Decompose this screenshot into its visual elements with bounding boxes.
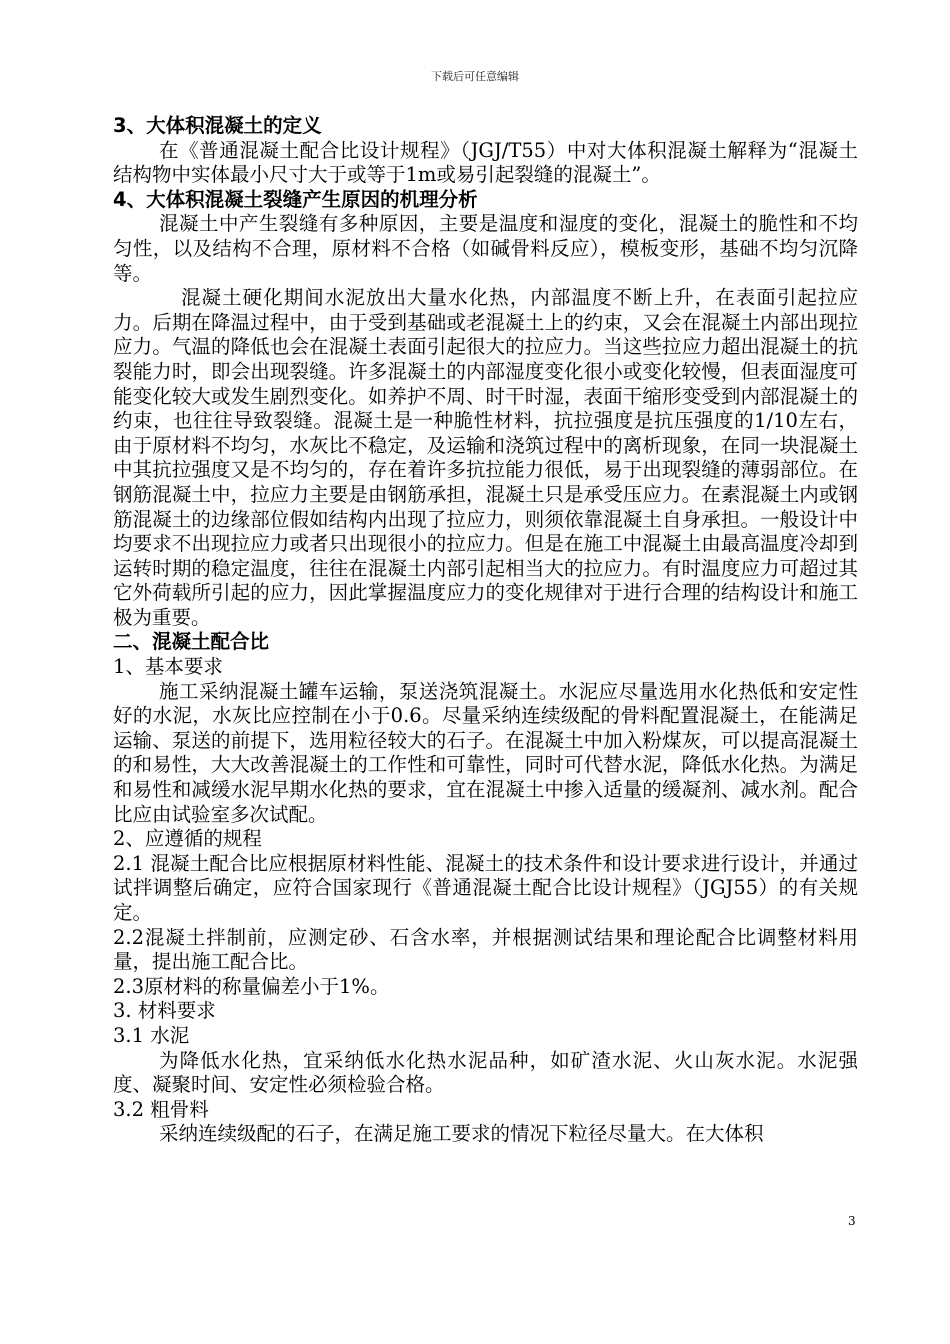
paragraph: 在《普通混凝土配合比设计规程》（JGJ/T55）中对大体积混凝土解释为“混凝土结构物中实体最小尺寸大于或等于1m或易引起裂缝的混凝土”。: [113, 138, 858, 187]
paragraph: 采纳连续级配的石子，在满足施工要求的情况下粒径尽量大。在大体积: [159, 1122, 764, 1146]
page-header: 下载后可任意编辑: [431, 70, 519, 83]
subsection-heading: 1、基本要求: [113, 655, 223, 679]
paragraph: 2.2混凝土拌制前，应测定砂、石含水率，并根据测试结果和理论配合比调整材料用量，提出施工配合比。: [113, 925, 858, 974]
paragraph: 混凝土硬化期间水泥放出大量水化热，内部温度不断上升，在表面引起拉应力。后期在降温过程中，由于受到基础或老混凝土上的约束，又会在混凝土内部出现拉应力。气温的降低也会在混凝土表面引起很大的拉应力。当这些拉应力超出混凝土的抗裂能力时，即会出现裂缝。许多混凝土的内部湿度变化很小或变化较慢，但表面湿度可能变化较大或发生剧烈变化。如养护不周、时干时湿，表面干缩形变受到内部混凝土的约束，也往往导致裂缝。混凝土是一种脆性材料，抗拉强度是抗压强度的1/10左右，由于原材料不均匀，水灰比不稳定，及运输和浇筑过程中的离析现象，在同一块混凝土中其抗拉强度又是不均匀的，存在着许多抗拉能力很低，易于出现裂缝的薄弱部位。在钢筋混凝土中，拉应力主要是由钢筋承担，混凝土只是承受压应力。在素混凝土内或钢筋混凝土的边缘部位假如结构内出现了拉应力，则须依靠混凝土自身承担。一般设计中均要求不出现拉应力或者只出现很小的拉应力。但是在施工中混凝土由最高温度冷却到运转时期的稳定温度，往往在混凝土内部引起相当大的拉应力。有时温度应力可超过其它外荷载所引起的应力，因此掌握温度应力的变化规律对于进行合理的结构设计和施工极为重要。: [113, 286, 858, 629]
subsection-heading: 3. 材料要求: [113, 999, 216, 1023]
paragraph: 施工采纳混凝土罐车运输，泵送浇筑混凝土。水泥应尽量选用水化热低和安定性好的水泥，水灰比应控制在小于0.6。尽量采纳连续级配的骨料配置混凝土，在能满足运输、泵送的前提下，选用粒径较大的石子。在混凝土中加入粉煤灰，可以提高混凝土的和易性，大大改善混凝土的工作性和可靠性，同时可代替水泥，降低水化热。为满足和易性和减缓水泥早期水化热的要求，宜在混凝土中掺入适量的缓凝剂、减水剂。配合比应由试验室多次试配。: [113, 679, 858, 826]
section-heading: 4、大体积混凝土裂缝产生原因的机理分析: [113, 187, 478, 211]
subsection-heading: 3.1 水泥: [113, 1023, 190, 1047]
section-heading: 3、大体积混凝土的定义: [113, 114, 322, 137]
subsection-heading: 3.2 粗骨料: [113, 1097, 209, 1121]
document-body: [113, 114, 858, 1147]
section-heading: 二、混凝土配合比: [113, 630, 270, 654]
subsection-heading: 2、应遵循的规程: [113, 827, 262, 851]
paragraph: 2.3原材料的称量偏差小于1%。: [113, 974, 390, 998]
paragraph: 混凝土中产生裂缝有多种原因，主要是温度和湿度的变化，混凝土的脆性和不均匀性，以及结构不合理，原材料不合格（如碱骨料反应），模板变形，基础不均匀沉降等。: [113, 212, 858, 285]
paragraph: 2.1 混凝土配合比应根据原材料性能、混凝土的技术条件和设计要求进行设计，并通过试拌调整后确定，应符合国家现行《普通混凝土配合比设计规程》（JGJ55）的有关规定。: [113, 851, 858, 924]
page-number: 3: [848, 1214, 856, 1228]
paragraph: 为降低水化热，宜采纳低水化热水泥品种，如矿渣水泥、火山灰水泥。水泥强度、凝聚时间、安定性必须检验合格。: [113, 1048, 858, 1097]
